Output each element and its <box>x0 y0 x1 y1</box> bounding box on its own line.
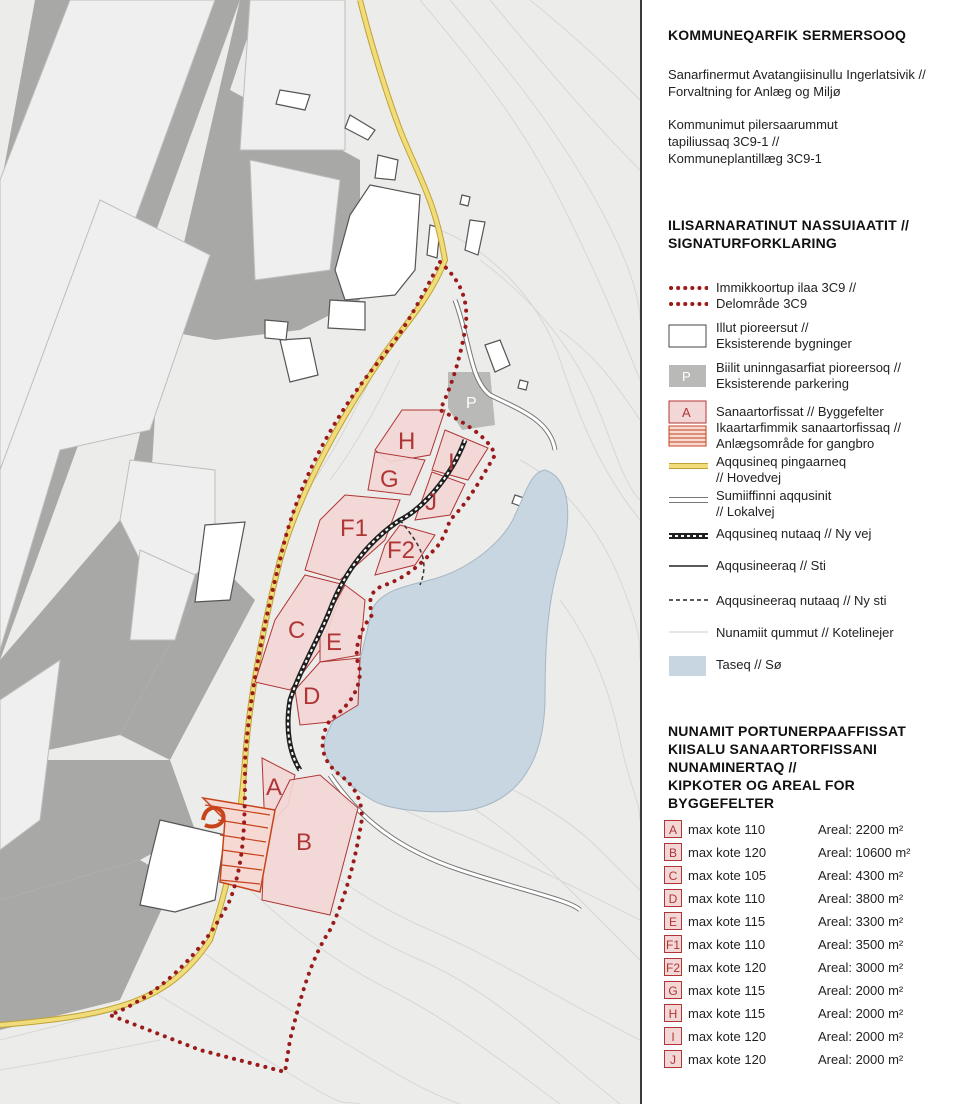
field-label-C: C <box>288 617 306 644</box>
path-icon <box>668 556 708 584</box>
main-road-icon <box>668 456 708 484</box>
field-label-E: E <box>326 629 343 656</box>
field-label-D: D <box>303 683 321 710</box>
legend-item-nysti: Aqqusineeraq nutaaq // Ny sti <box>668 588 958 622</box>
field-label-I: I <box>448 449 455 476</box>
table-row: H max kote 115 Areal: 2000 m² <box>664 1003 954 1025</box>
table-row: D max kote 110 Areal: 3800 m² <box>664 888 954 910</box>
svg-text:P: P <box>682 369 691 384</box>
field-label-H: H <box>398 428 416 455</box>
table-row: F2 max kote 120 Areal: 3000 m² <box>665 960 904 975</box>
legend-item-buildings: Illut pioreersut // Eksisterende bygninger <box>668 320 958 354</box>
table-row: F1 max kote 110 Areal: 3500 m² <box>665 937 904 952</box>
field-label-G: G <box>380 466 399 493</box>
legend-item-parking: P Biilit uninngasarfiat pioreersoq // Eksisterende parkering <box>668 360 958 394</box>
contour-line-icon <box>668 622 708 650</box>
legend-panel <box>642 0 960 1104</box>
parking-icon <box>668 362 708 390</box>
legend-item-gangbro: Ikaartarfimmik sanaartorfissaq // Anlægsområde for gangbro <box>668 418 958 452</box>
new-road-icon <box>668 524 708 552</box>
lake-icon <box>668 654 708 682</box>
dotted-boundary-icon <box>668 282 708 310</box>
table-row: E max kote 115 Areal: 3300 m² <box>664 911 954 933</box>
department-text: Sanarfinermut Avatangiisinullu Ingerlatsivik // Forvaltning for Anlæg og Miljø <box>668 67 926 99</box>
legend-item-nyvej: Aqqusineq nutaaq // Ny vej <box>668 522 958 556</box>
field-label-A: A <box>266 774 283 801</box>
field-label-F1: F1 <box>340 515 369 542</box>
table-row: G max kote 115 Areal: 2000 m² <box>664 980 954 1002</box>
table-title: NUNAMIT PORTUNERPAAFFISSAT KIISALU SANAARTORFISSANI NUNAMINERTAQ // KIPKOTER OG AREAL FOR BYGGEFELTER <box>668 723 907 811</box>
table-row: B max kote 120 Areal: 10600 m² <box>664 842 954 864</box>
legend-item-koteliner: Nunamiit qummut // Kotelinejer <box>668 620 958 654</box>
table-row: A max kote 110 Areal: 2200 m² <box>664 819 954 841</box>
field-label-F2: F2 <box>387 537 416 564</box>
table-row: C max kote 105 Areal: 4300 m² <box>664 865 954 887</box>
parking-label: P <box>466 395 477 412</box>
municipality-title: KOMMUNEQARFIK SERMERSOOQ <box>668 27 907 43</box>
new-path-icon <box>668 590 708 618</box>
legend-item-so: Taseq // Sø <box>668 652 958 686</box>
legend-item-lokalvej: Sumiiffinni aqqusinit // Lokalvej <box>668 488 958 522</box>
legend-item-subarea: Immikkoortup ilaa 3C9 // Delområde 3C9 <box>668 280 958 314</box>
svg-text:A: A <box>682 405 691 420</box>
legend-item-byggefelter: A Sanaartorfissat // Byggefelter <box>668 396 958 430</box>
table-row: J max kote 120 Areal: 2000 m² <box>664 1049 954 1071</box>
local-road-icon <box>668 490 708 518</box>
field-label-B: B <box>296 829 313 856</box>
legend-item-sti: Aqqusineeraq // Sti <box>668 554 958 588</box>
hatched-area-icon <box>668 420 708 448</box>
building-icon <box>668 322 708 350</box>
plan-text: Kommunimut pilersaarummut tapiliussaq 3C9-1 // Kommuneplantillæg 3C9-1 <box>668 117 838 166</box>
table-row: I max kote 120 Areal: 2000 m² <box>664 1026 954 1048</box>
legend-item-hovedvej: Aqqusineq pingaarneq // Hovedvej <box>668 454 958 488</box>
field-label-J: J <box>425 489 437 516</box>
legend-title: ILISARNARATINUT NASSUIAATIT // SIGNATURFORKLARING <box>668 217 910 251</box>
